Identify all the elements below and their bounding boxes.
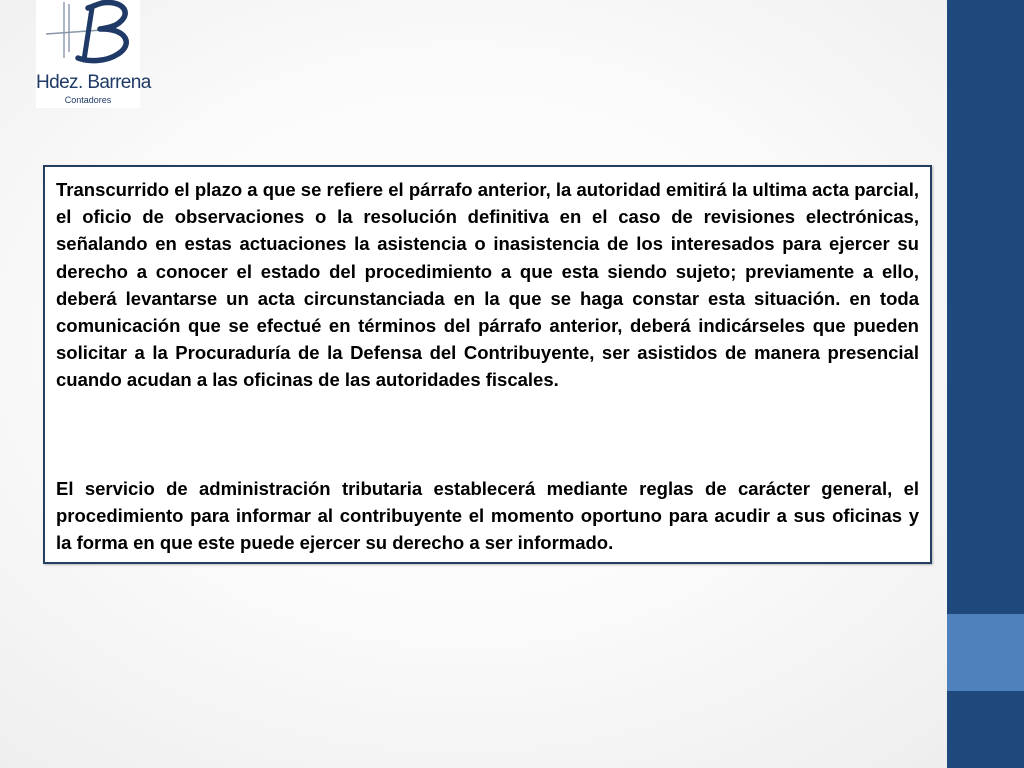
sidebar-accent-block	[947, 614, 1024, 691]
company-logo	[36, 0, 151, 108]
text-content-box	[43, 165, 932, 564]
logo-company-name: Hdez. Barrena	[36, 72, 151, 93]
logo-company-subtitle: Contadores	[64, 95, 112, 105]
paragraph-plazo-acta-parcial: Transcurrido el plazo a que se refiere el párrafo anterior, la autoridad emitirá la ultima acta parcial, el oficio de observaciones o la resolución definitiva en el caso de revisiones electrónicas, señalando en estas actuaciones la asistencia o inasistencia de los interesados para ejercer su derecho a conocer el estado del procedimiento a que esta siendo sujeto; previamente a ello, deberá levantarse un acta circunstanciada en la que se haga constar esta situación. en toda comunicación que se efectué en términos del párrafo anterior, deberá indicárseles que pueden solicitar a la Procuraduría de la Defensa del Contribuyente, ser asistidos de manera presencial cuando acudan a las oficinas de las autoridades fiscales.	[56, 179, 919, 391]
hb-monogram-icon	[36, 0, 140, 72]
paragraph-servicio-administracion: El servicio de administración tributaria establecerá mediante reglas de carácter general, el procedimiento para informar al contribuyente el momento oportuno para acudir a sus oficinas y la forma en que este puede ejercer su derecho a ser informado.	[56, 477, 919, 554]
